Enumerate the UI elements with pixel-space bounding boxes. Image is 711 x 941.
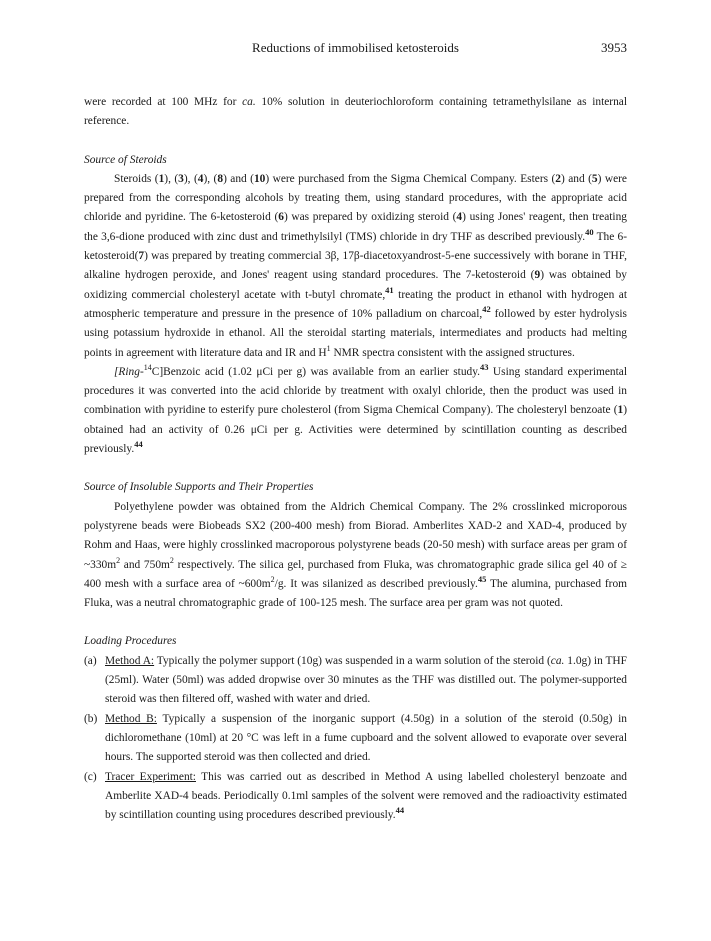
list-item-tracer: (c) Tracer Experiment: This was carried out as described in Method A using labelled cholesteryl benzoate and Amberlite XAD-4 beads. Periodically 0.1ml samples of the solvent were removed and the radioactivity estimated by scintillation counting using procedures described previously.$^{44}$ bbox=[84, 768, 627, 826]
citation-43: 43 bbox=[480, 361, 489, 372]
benzoate-paragraph: [Ring-$^{14}$C]Benzoic acid (1.02 μCi per g) was available from an earlier study.$^{43}$ Using standard experimental procedures it was converted into the acid chloride by treatment with oxalyl chloride, then the product was used in combination with pyridine to esterify pure cholesterol (from Sigma Chemical Company). The cholesteryl benzoate (1) obtained had an activity of 0.26 μCi per g. Activities were determined by scintillation counting as described previously.$^{44}$ bbox=[84, 361, 627, 456]
citation-42: 42 bbox=[482, 303, 491, 314]
list-item-method-b: (b) Method B: Typically a suspension of the inorganic support (4.50g) in a solution of the steroid (0.50g) in dichloromethane (10ml) at 20 °C was left in a fume cupboard and the solvent allowed to evaporate over several hours. The supported steroid was then collected and dried. bbox=[84, 710, 627, 768]
page-number: 3953 bbox=[601, 40, 627, 55]
list-item-method-a: (a) Method A: Typically the polymer support (10g) was suspended in a warm solution of the steroid (ca. 1.0g) in THF (25ml). Water (50ml) was added dropwise over 30 minutes as the THF was distilled out. The polymer-supported steroid was then filtered off, washed with water and dried. bbox=[84, 652, 627, 710]
citation-41: 41 bbox=[385, 284, 394, 295]
list-label: (c) bbox=[84, 770, 97, 783]
steroids-paragraph: Steroids (1), (3), (4), (8) and (10) were purchased from the Sigma Chemical Company. Esters (2) and (5) were prepared from the corresponding alcohols by treating them, using standard procedures, with the appropriate acid chloride and pyridine. The 6-ketosteroid (6) was prepared by oxidizing steroid (4) using Jones' reagent, then treating the 3,6-dione produced with zinc dust and trimethylsilyl (TMS) chloride in dry THF as described previously.$^{40}$ The 6-ketosteroid(7) was prepared by treating commercial 3β, 17β-diacetoxyandrost-5-ene successively with borane in THF, alkaline hydrogen peroxide, and Jones' reagent using standard procedures. The 7-ketosteroid (9) was obtained by oxidizing commercial cholesteryl acetate with t-butyl chromate,$^{41}$ treating the product in ethanol with hydrogen at atmospheric temperature and pressure in the presence of 10% palladium on charcoal,$^{42}$ followed by ester hydrolysis using potassium hydroxide in ethanol. All the steroidal starting materials, intermediates and products had melting points in agreement with literature data and IR and $H^1$ NMR spectra consistent with the assigned structures. bbox=[84, 172, 628, 359]
section-heading-steroids: Source of Steroids bbox=[84, 153, 167, 166]
citation-40: 40 bbox=[585, 226, 594, 237]
intro-paragraph: were recorded at 100 MHz for ca. 10% solution in deuteriochloroform containing tetramethylsilane as internal reference. bbox=[84, 96, 627, 128]
method-name: Tracer Experiment: bbox=[105, 770, 196, 783]
list-label: (a) bbox=[84, 654, 97, 667]
section-heading-supports: Source of Insoluble Supports and Their Properties bbox=[84, 481, 314, 494]
citation-45: 45 bbox=[477, 573, 487, 584]
supports-paragraph: Polyethylene powder was obtained from the Aldrich Chemical Company. The 2% crosslinked microporous polystyrene beads were Biobeads SX2 (200-400 mesh) from Biorad. Amberlites XAD-2 and XAD-4, produced by Rohm and Haas, were highly crosslinked macroporous polystyrene beads (20-50 mesh) with surface areas per gram of $\sim 330m^2$ and $750m^2$ respectively. The silica gel, purchased from Fluka, was chromatographic grade silica gel 40 of ≥ 400 mesh with a surface area of $\sim 600m^2/g$. It was silanized as described previously.$^{45}$ The alumina, purchased from Fluka, was a neutral chromatographic grade of 100-125 mesh. The surface area per gram was not quoted. bbox=[84, 500, 628, 610]
citation-44: 44 bbox=[134, 439, 143, 450]
section-heading-loading: Loading Procedures bbox=[84, 635, 177, 648]
page-body bbox=[84, 93, 627, 825]
running-title: Reductions of immobilised ketosteroids bbox=[252, 40, 459, 55]
citation-44: 44 bbox=[395, 805, 405, 816]
list-label: (b) bbox=[84, 712, 98, 725]
method-name: Method A: bbox=[105, 654, 155, 667]
method-name: Method B: bbox=[105, 712, 157, 725]
